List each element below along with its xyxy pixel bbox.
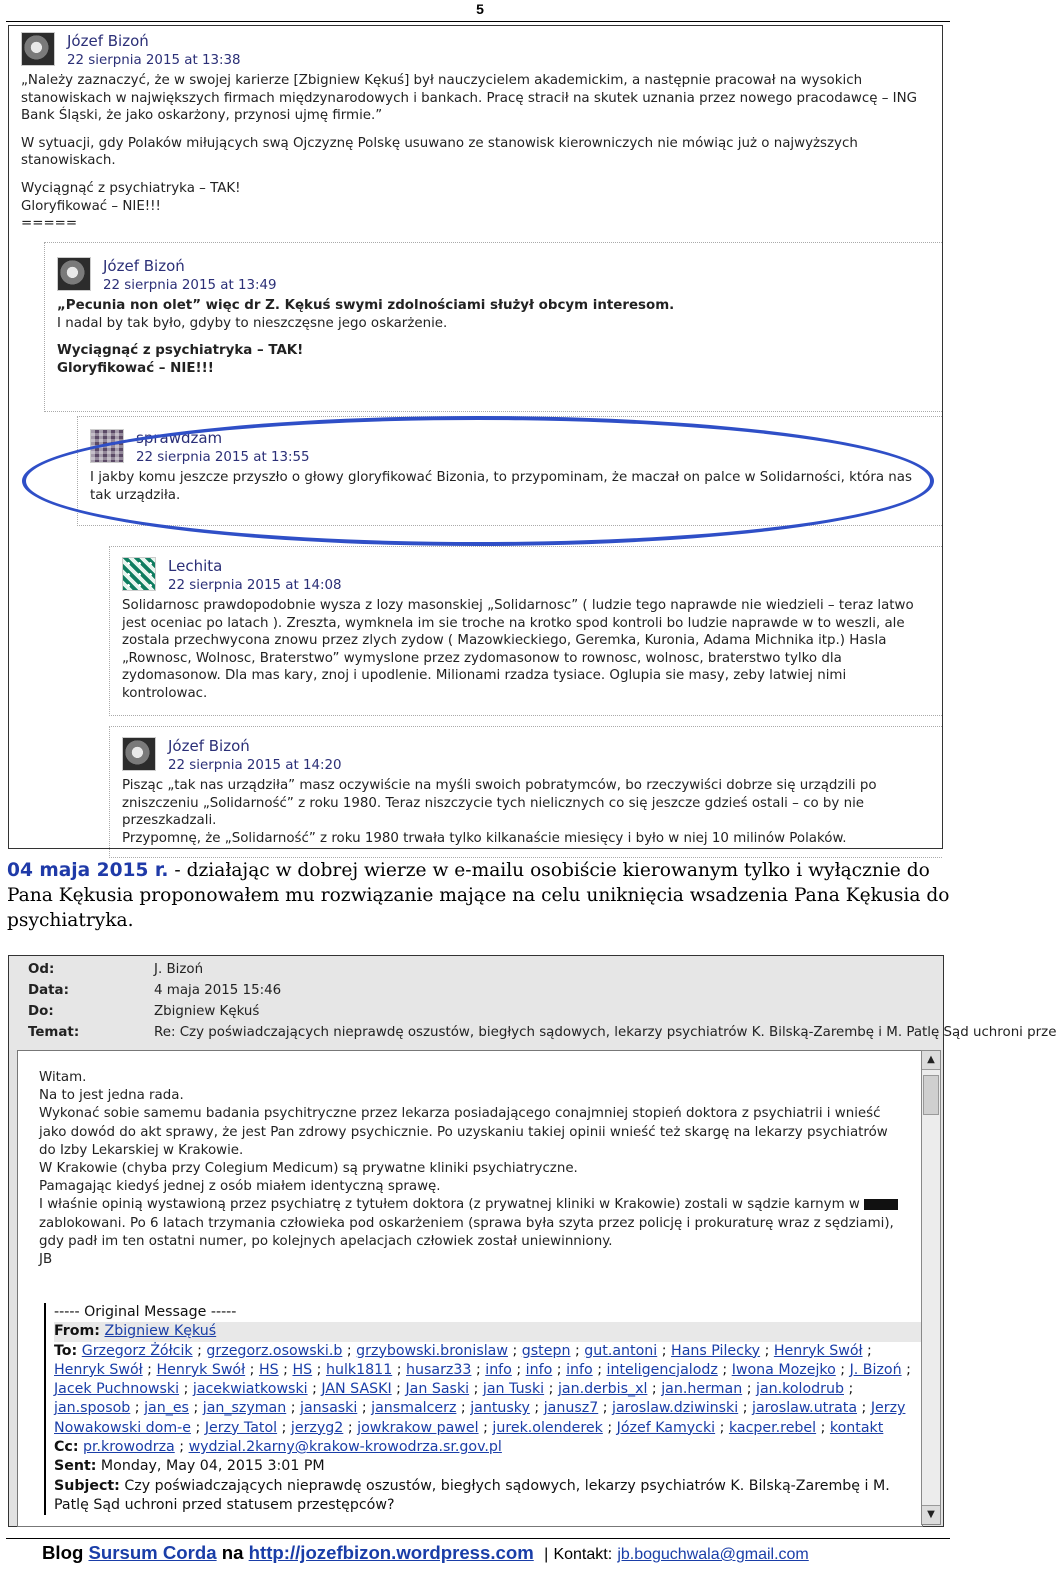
original-subject-value: Czy poświadczających nieprawdę oszustów, biegłych sądowych, lekarzy psychiatrów K. Bilską-Zarembę i M. Patlę Sąd uchroni przed statusem przestępców?: [54, 1477, 890, 1513]
recipient-separator: ;: [901, 1361, 911, 1378]
date-label: Data:: [28, 983, 69, 998]
recipient-link[interactable]: Henryk Swół: [156, 1361, 246, 1378]
recipient-link[interactable]: HS: [258, 1361, 279, 1378]
footer-blog-label: Blog: [42, 1542, 84, 1563]
recipient-link[interactable]: jansmalcerz: [371, 1400, 457, 1417]
page-number: 5: [476, 1, 484, 17]
recipient-separator: ;: [529, 1400, 544, 1417]
recipient-link[interactable]: Jerzy Nowakowski dom-e: [54, 1400, 906, 1436]
recipient-link[interactable]: jan_es: [144, 1400, 189, 1417]
recipient-link[interactable]: jowkrakow pawel: [357, 1419, 479, 1436]
recipient-link[interactable]: Iwona Mozejko: [731, 1361, 836, 1378]
recipient-separator: ;: [598, 1400, 613, 1417]
comment-paragraph: Pisząc „tak nas urządziła” masz oczywiście na myśli swoich pobratymców, bo rzeczywiści dobrze się urządzili po zniszczeniu „Solidarność” z roku 1980. Teraz niszczycie tych nielicznych co się jeszcze gdzieś ostali – co by nie przeszkadzali. Przypomnę, że „Solidarność” z roku 1980 trwała tylko kilkanaście miesięcy i było w niej 10 milinów Polaków.: [122, 778, 877, 846]
recipient-separator: ;: [142, 1361, 157, 1378]
comment-2-box: [44, 242, 942, 412]
scroll-up-arrow-icon[interactable]: ▲: [922, 1051, 940, 1070]
footer-rule: [6, 1538, 950, 1539]
recipient-link[interactable]: jan.derbis_xl: [557, 1381, 648, 1398]
subject-value: Re: Czy poświadczających nieprawdę oszustów, biegłych sądowych, lekarzy psychiatrów K. Bilską-Zarembę i M. Patlę Sąd uchroni prze: [154, 1025, 1056, 1040]
original-from-link[interactable]: Zbigniew Kękuś: [104, 1323, 217, 1340]
comment-date: 22 sierpnia 2015 at 13:55: [136, 450, 310, 465]
recipient-separator: ;: [507, 1342, 522, 1359]
redaction-mark: [864, 1199, 898, 1210]
recipient-link[interactable]: grzegorz.osowski.b: [206, 1342, 343, 1359]
comment-author: Józef Bizoń: [103, 257, 185, 275]
recipient-link[interactable]: wydzial.2karny@krakow-krowodrza.sr.gov.pl: [188, 1439, 502, 1456]
comment-4-box: [109, 546, 942, 716]
recipient-separator: ;: [816, 1419, 830, 1436]
recipient-link[interactable]: jan Tuski: [482, 1381, 545, 1398]
comment-body: [122, 597, 932, 703]
to-label: Do:: [28, 1004, 54, 1019]
original-sent-line: [54, 1457, 924, 1476]
original-cc-label: Cc:: [54, 1439, 79, 1456]
comment-paragraph: „Pecunia non olet” więc dr Z. Kękuś swymi zdolnościami służył obcym interesom.: [57, 298, 675, 313]
recipient-link[interactable]: jaroslaw.dziwinski: [612, 1400, 739, 1417]
recipient-separator: ;: [835, 1361, 850, 1378]
recipient-separator: ;: [469, 1381, 483, 1398]
recipient-separator: ;: [738, 1400, 753, 1417]
recipient-link[interactable]: Józef Kamycki: [616, 1419, 716, 1436]
recipient-separator: ;: [357, 1400, 372, 1417]
recipient-link[interactable]: Jerzy Tatol: [204, 1419, 278, 1436]
recipient-separator: ;: [862, 1342, 872, 1359]
recipient-link[interactable]: husarz33: [406, 1361, 472, 1378]
recipient-link[interactable]: info: [566, 1361, 593, 1378]
footer-separator: |: [544, 1546, 549, 1563]
recipient-separator: ;: [192, 1342, 207, 1359]
comment-author: sprawdzam: [136, 429, 223, 447]
recipient-link[interactable]: jacekwiatkowski: [192, 1381, 308, 1398]
recipient-link[interactable]: jan.sposob: [54, 1400, 131, 1417]
recipient-link[interactable]: jaroslaw.utrata: [752, 1400, 858, 1417]
original-cc-line: [54, 1438, 924, 1457]
original-sent-value: Monday, May 04, 2015 3:01 PM: [100, 1458, 325, 1475]
recipient-link[interactable]: gstepn: [521, 1342, 571, 1359]
recipient-separator: ;: [742, 1381, 756, 1398]
recipient-separator: ;: [343, 1419, 358, 1436]
recipient-link[interactable]: jan.kolodrub: [756, 1381, 844, 1398]
recipient-link[interactable]: JAN SASKI: [321, 1381, 392, 1398]
comment-date: 22 sierpnia 2015 at 13:49: [103, 278, 277, 293]
email-body-part: zablokowani. Po 6 latach trzymania człowieka pod oskarżeniem (sprawa była szyta przez policję i prokuraturę wraz z sędziami), gdy padł im ten ostatni numer, po kolejnych apelacjach człowiek został uniewinniony. JB: [39, 1215, 894, 1268]
recipient-separator: ;: [717, 1361, 732, 1378]
comment-date: 22 sierpnia 2015 at 13:38: [67, 53, 241, 68]
footer: [42, 1542, 942, 1566]
recipient-separator: ;: [286, 1400, 301, 1417]
recipient-separator: ;: [456, 1400, 471, 1417]
user-avatar-icon: [21, 32, 55, 66]
recipient-link[interactable]: jerzyg2: [290, 1419, 344, 1436]
recipient-separator: ;: [570, 1342, 585, 1359]
original-to-label: To:: [54, 1342, 78, 1359]
to-value: Zbigniew Kękuś: [154, 1004, 260, 1019]
email-body: [39, 1069, 899, 1269]
comment-date: 22 sierpnia 2015 at 14:08: [168, 578, 342, 593]
comment-author: Józef Bizoń: [67, 32, 149, 50]
email-body-part: Witam. Na to jest jedna rada. Wykonać sobie samemu badania psychitryczne przez lekarza posiadającego conajmniej stopień doktora z psychiatrii i wnieść jako dowód do akt sprawy, że jest Pan zdrowy psychicznie. Po uzyskaniu takiej opinii wnieść też skargę na lekarzy psychiatrów do Izby Lekarskiej w Krakowie. W Krakowie (chyba przy Colegium Medicum) są prywatne kliniki psychiatryczne. Pamagając kiedyś jednej z osób miałem identyczną sprawę. I właśnie opinią wystawioną przez psychiatrę z tytułem doktora (z prywatnej kliniki w Krakowie) zostali w sądzie karnym w: [39, 1070, 888, 1213]
recipient-link[interactable]: info: [485, 1361, 512, 1378]
recipient-link[interactable]: HS: [292, 1361, 313, 1378]
recipient-separator: ;: [511, 1361, 526, 1378]
recipient-link[interactable]: info: [525, 1361, 553, 1378]
recipient-separator: ;: [307, 1381, 322, 1398]
pattern-avatar-icon: [122, 557, 156, 591]
from-value: J. Bizoń: [154, 962, 204, 977]
comment-paragraph: I nadal by tak było, gdyby to nieszczęsne jego oskarżenie.: [57, 315, 448, 331]
user-avatar-icon: [57, 257, 91, 291]
recipient-separator: ;: [552, 1361, 567, 1378]
recipient-separator: ;: [245, 1361, 259, 1378]
original-from-line: [54, 1322, 924, 1341]
recipient-separator: ;: [174, 1439, 189, 1456]
recipient-link[interactable]: Jan Saski: [405, 1381, 470, 1398]
email-message-pane[interactable]: [17, 1050, 923, 1527]
recipient-separator: ;: [657, 1342, 672, 1359]
comment-body: [90, 469, 930, 504]
pixel-avatar-icon: [90, 429, 124, 463]
vertical-scrollbar[interactable]: [921, 1050, 941, 1525]
recipient-separator: ;: [857, 1400, 871, 1417]
header-rule: [6, 21, 950, 22]
recipient-separator: ;: [592, 1361, 607, 1378]
recipient-link[interactable]: jan.herman: [661, 1381, 743, 1398]
recipient-separator: ;: [342, 1342, 357, 1359]
comment-1: [21, 32, 936, 243]
comment-5-box: [109, 726, 942, 858]
recipient-separator: ;: [544, 1381, 558, 1398]
original-subject-line: [54, 1477, 924, 1516]
recipient-link[interactable]: gut.antoni: [584, 1342, 658, 1359]
subject-label: Temat:: [28, 1025, 80, 1040]
scroll-down-arrow-icon[interactable]: ▼: [922, 1505, 940, 1524]
recipient-link[interactable]: inteligencjalodz: [606, 1361, 718, 1378]
recipient-link[interactable]: pr.krowodrza: [83, 1439, 175, 1456]
footer-na-label: na: [221, 1542, 244, 1563]
original-from-label: From:: [54, 1323, 100, 1340]
comment-3-box: [77, 416, 942, 526]
scroll-thumb[interactable]: [923, 1075, 939, 1115]
recipient-separator: ;: [312, 1361, 326, 1378]
recipient-separator: ;: [191, 1419, 205, 1436]
recipient-link[interactable]: jantusky: [470, 1400, 530, 1417]
recipient-separator: ;: [278, 1361, 293, 1378]
recipient-separator: ;: [179, 1381, 193, 1398]
recipient-link[interactable]: jan_szyman: [202, 1400, 287, 1417]
comment-paragraph: „Należy zaznaczyć, że w swojej karierze [Zbigniew Kękuś] był nauczycielem akademickim, a następnie pracował na wysokich stanowiskach w największych firmach międzynarodowych i bankach. Pracę stracił na skutek uznania przez nowego pracodawcę – ING Bank Śląski, że jako oskarżony, przynosi ujmę firmie.”: [21, 73, 918, 124]
comment-author: Lechita: [168, 557, 223, 575]
email-screenshot: [8, 955, 1056, 1527]
recipient-link[interactable]: Henryk Swół: [54, 1361, 143, 1378]
comment-date: 22 sierpnia 2015 at 14:20: [168, 758, 342, 773]
recipient-link[interactable]: jurek.olenderek: [492, 1419, 603, 1436]
recipient-separator: ;: [391, 1381, 406, 1398]
user-avatar-icon: [122, 737, 156, 771]
comment-body: [21, 72, 936, 233]
comment-paragraph: Wyciągnąć z psychiatryka – TAK! Gloryfikować – NIE!!!: [57, 343, 304, 376]
comment-paragraph: Solidarnosc prawdopodobnie wysza z lozy masonskiej „Solidarnosc” ( ludzie tego naprawde nie wiedzieli – teraz latwo jest oceniac po latach ). Zreszta, wymknela im sie troche na krotko spod kontroli bo ludzie naprawde w to weszli, ale zostala przechwycona znowu przez zlych zydow ( Mazowkieckiego, Geremka, Kuronia, Adama Michnika itp.) Hasla „Rownosc, Wolnosc, Braterstwo” wymyslone przez zydomasonow to rownosc, wolnosc, braterstwo tylko dla zydomasonow. Dla mas kary, znoj i upodlenie. Milionami rzadza tysiace. Oglupia sie masy, zeby latwiej nimi kontrolowac.: [122, 598, 914, 701]
recipient-link[interactable]: janusz7: [543, 1400, 599, 1417]
comment-body: [122, 777, 932, 847]
comment-paragraph: Wyciągnąć z psychiatryka – TAK! Gloryfikować – NIE!!! =====: [21, 180, 241, 232]
recipient-link[interactable]: Jacek Puchnowski: [54, 1381, 180, 1398]
date-value: 4 maja 2015 15:46: [154, 983, 282, 998]
original-subject-label: Subject:: [54, 1477, 120, 1494]
recipient-separator: ;: [715, 1419, 729, 1436]
comments-screenshot: [8, 25, 943, 849]
from-label: Od:: [28, 962, 55, 977]
intro-paragraph: [7, 858, 952, 933]
recipient-link[interactable]: kontakt: [829, 1419, 884, 1436]
footer-url-link[interactable]: http://jozefbizon.wordpress.com: [248, 1542, 534, 1563]
comment-body: [57, 297, 927, 377]
recipient-separator: ;: [760, 1342, 774, 1359]
recipient-separator: ;: [471, 1361, 486, 1378]
recipient-separator: ;: [392, 1361, 407, 1378]
recipient-separator: ;: [844, 1381, 854, 1398]
recipient-link[interactable]: hulk1811: [325, 1361, 393, 1378]
recipient-separator: ;: [277, 1419, 291, 1436]
original-message: [44, 1303, 924, 1515]
recipient-separator: ;: [130, 1400, 145, 1417]
footer-contact-label: Kontakt:: [553, 1546, 613, 1563]
comment-author: Józef Bizoń: [168, 737, 250, 755]
recipient-link[interactable]: Henryk Swół: [773, 1342, 863, 1359]
recipient-separator: ;: [478, 1419, 493, 1436]
recipient-link[interactable]: kacper.rebel: [728, 1419, 817, 1436]
email-header: [9, 956, 1056, 1050]
original-to-line: [54, 1342, 924, 1438]
comment-paragraph: W sytuacji, gdy Polaków miłujących swą Ojczyznę Polskę usuwano ze stanowisk kierowniczych nie mówiąc już o najwyższych stanowiskach.: [21, 135, 858, 169]
recipient-link[interactable]: grzybowski.bronislaw: [356, 1342, 508, 1359]
footer-email-link[interactable]: jb.boguchwala@gmail.com: [617, 1546, 809, 1563]
recipient-separator: ;: [602, 1419, 617, 1436]
recipient-link[interactable]: Grzegorz Żółcik: [81, 1342, 193, 1359]
intro-text: - działając w dobrej wierze w e-mailu osobiście kierowanym tylko i wyłącznie do Pana Kękusia proponowałem mu rozwiązanie mające na celu uniknięcia wsadzenia Pana Kękusia do psychiatryka.: [7, 860, 950, 931]
original-sent-label: Sent:: [54, 1458, 97, 1475]
recipient-link[interactable]: Hans Pilecky: [671, 1342, 761, 1359]
recipient-link[interactable]: jansaski: [300, 1400, 358, 1417]
recipient-separator: ;: [188, 1400, 203, 1417]
recipient-separator: ;: [647, 1381, 662, 1398]
footer-blog-name-link[interactable]: Sursum Corda: [88, 1542, 217, 1563]
recipient-link[interactable]: J. Bizoń: [849, 1361, 902, 1378]
comment-paragraph: I jakby komu jeszcze przyszło o głowy gloryfikować Bizonia, to przypominam, że maczał on palce w Solidarności, która nas tak urządziła.: [90, 470, 912, 503]
original-message-title: ----- Original Message -----: [54, 1304, 237, 1320]
intro-date: 04 maja 2015 r.: [7, 860, 169, 881]
